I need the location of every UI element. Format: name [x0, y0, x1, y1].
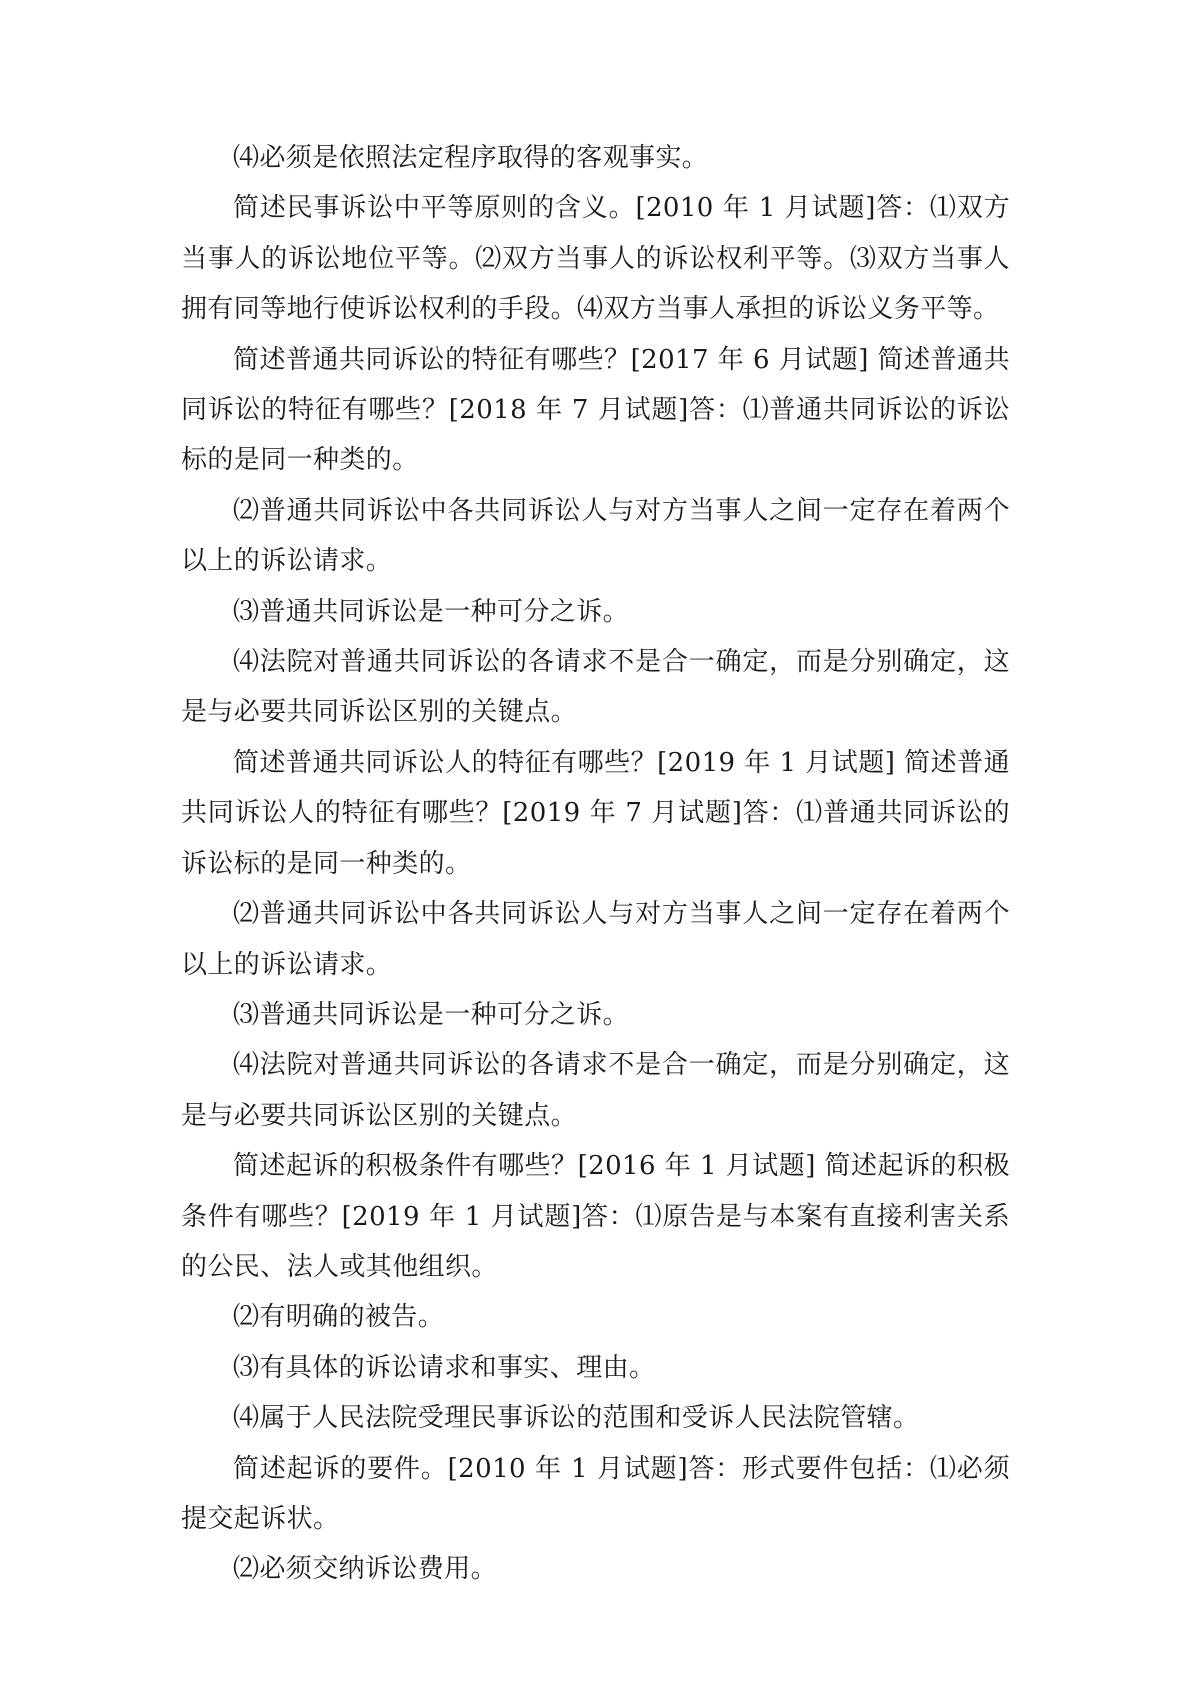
paragraph: ⑵必须交纳诉讼费用。: [233, 1554, 498, 1585]
paragraph: ⑵有明确的被告。: [233, 1302, 445, 1333]
paragraph: ⑷属于人民法院受理民事诉讼的范围和受诉人民法院管辖。: [233, 1403, 920, 1434]
paragraph: 简述普通共同诉讼的特征有哪些？[2017 年 6 月试题] 简述普通共同诉讼的特征有哪些？[2018 年 7 月试题]答：⑴普通共同诉讼的诉讼标的是同一种类的。: [181, 344, 1010, 476]
paragraph: ⑵普通共同诉讼中各共同诉讼人与对方当事人之间一定存在着两个以上的诉讼请求。: [181, 899, 1010, 980]
paragraph: ⑷法院对普通共同诉讼的各请求不是合一确定，而是分别确定，这是与必要共同诉讼区别的关键点。: [181, 1050, 1010, 1131]
paragraph: 简述普通共同诉讼人的特征有哪些？[2019 年 1 月试题] 简述普通共同诉讼人的特征有哪些？[2019 年 7 月试题]答：⑴普通共同诉讼的诉讼标的是同一种类的。: [181, 747, 1010, 879]
paragraph: ⑶普通共同诉讼是一种可分之诉。: [233, 596, 630, 627]
paragraph: ⑷法院对普通共同诉讼的各请求不是合一确定，而是分别确定，这是与必要共同诉讼区别的关键点。: [181, 647, 1010, 728]
document-body: [181, 133, 1010, 1595]
paragraph: ⑶普通共同诉讼是一种可分之诉。: [233, 999, 630, 1030]
paragraph: ⑶有具体的诉讼请求和事实、理由。: [233, 1352, 656, 1383]
paragraph: 简述民事诉讼中平等原则的含义。[2010 年 1 月试题]答：⑴双方当事人的诉讼地位平等。⑵双方当事人的诉讼权利平等。⑶双方当事人拥有同等地行使诉讼权利的手段。⑷双方当事人承担的诉讼义务平等。: [181, 193, 1010, 325]
paragraph: ⑵普通共同诉讼中各共同诉讼人与对方当事人之间一定存在着两个以上的诉讼请求。: [181, 495, 1010, 577]
paragraph: 简述起诉的要件。[2010 年 1 月试题]答：形式要件包括：⑴必须提交起诉状。: [181, 1453, 1010, 1534]
paragraph: 简述起诉的积极条件有哪些？[2016 年 1 月试题] 简述起诉的积极条件有哪些？[2019 年 1 月试题]答：⑴原告是与本案有直接利害关系的公民、法人或其他组织。: [181, 1151, 1010, 1282]
paragraph: ⑷必须是依照法定程序取得的客观事实。: [233, 143, 709, 173]
